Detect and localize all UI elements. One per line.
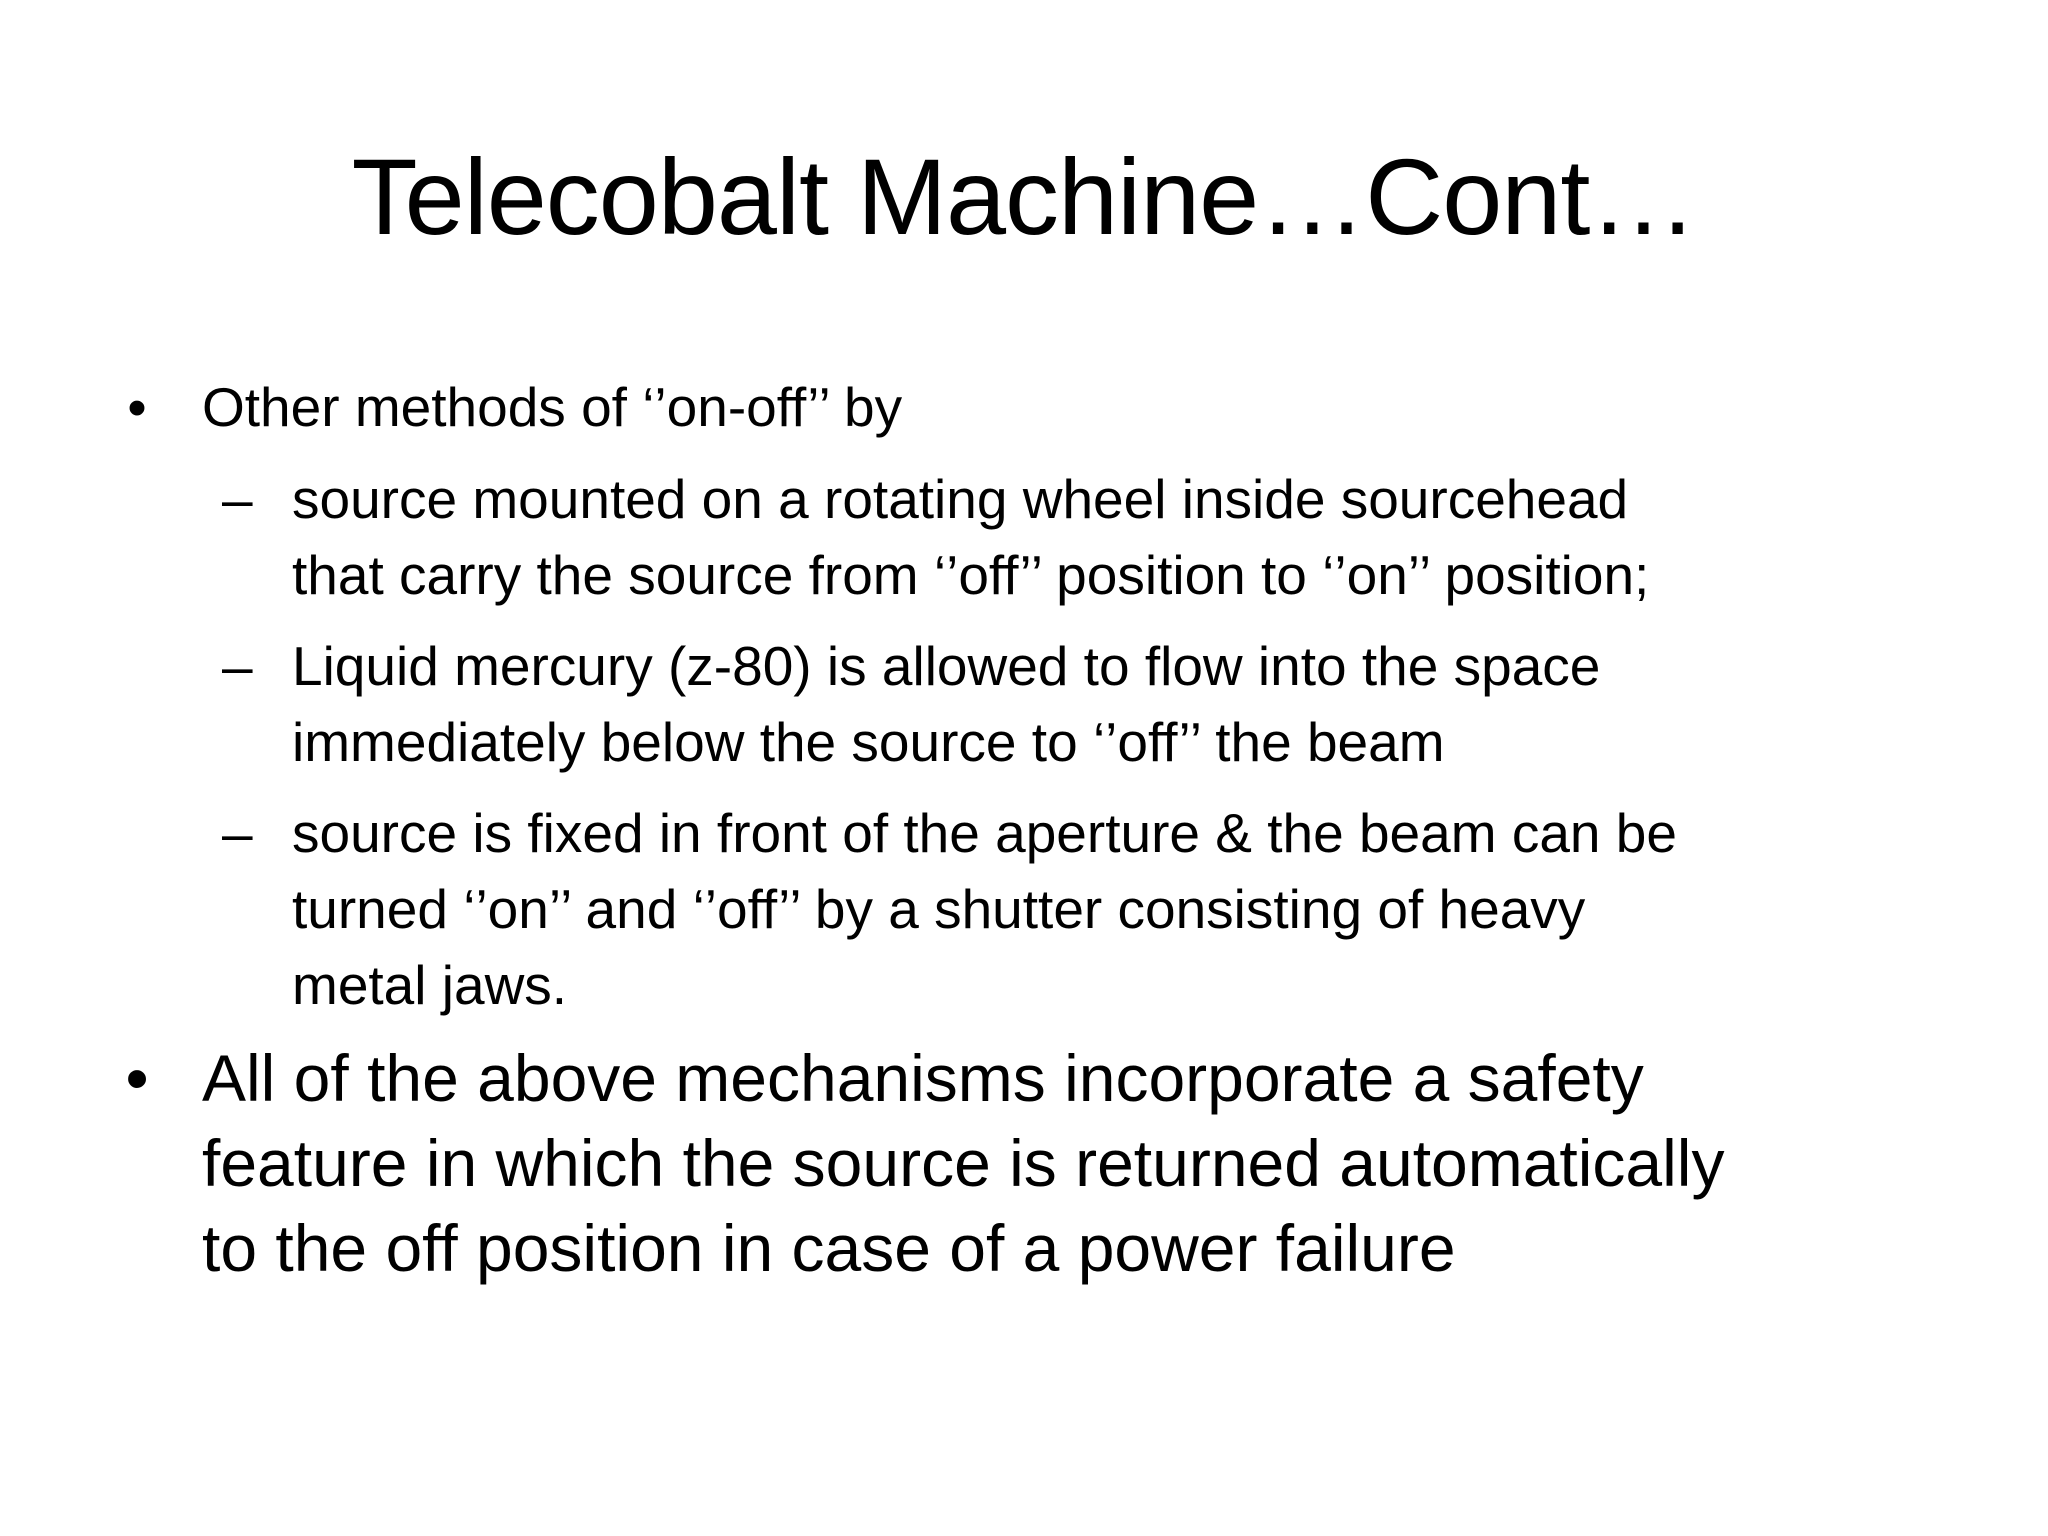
slide-title: Telecobalt Machine…Cont…: [351, 136, 1697, 257]
bullet-marker: •: [127, 376, 147, 438]
dash-marker: –: [222, 635, 253, 697]
sub-bullet-text: source is fixed in front of the aperture & the beam can be: [292, 802, 1677, 864]
sub-bullet-text: turned ‘’on’’ and ‘’off’’ by a shutter consisting of heavy: [292, 878, 1586, 940]
bullet-text: feature in which the source is returned automatically: [202, 1126, 1725, 1200]
dash-marker: –: [222, 802, 253, 864]
sub-bullet-text: immediately below the source to ‘’off’’ the beam: [292, 711, 1445, 773]
sub-bullet-text: source mounted on a rotating wheel inside sourcehead: [292, 468, 1629, 530]
bullet-marker: •: [125, 1041, 149, 1115]
sub-bullet-text: metal jaws.: [292, 954, 568, 1016]
bullet-text: Other methods of ‘’on-off’’ by: [202, 376, 903, 438]
dash-marker: –: [222, 468, 253, 530]
bullet-text: to the off position in case of a power failure: [202, 1211, 1456, 1285]
sub-bullet-text: that carry the source from ‘’off’’ position to ‘’on’’ position;: [292, 544, 1650, 606]
bullet-text: All of the above mechanisms incorporate a safety: [202, 1041, 1644, 1115]
sub-bullet-text: Liquid mercury (z-80) is allowed to flow into the space: [292, 635, 1601, 697]
